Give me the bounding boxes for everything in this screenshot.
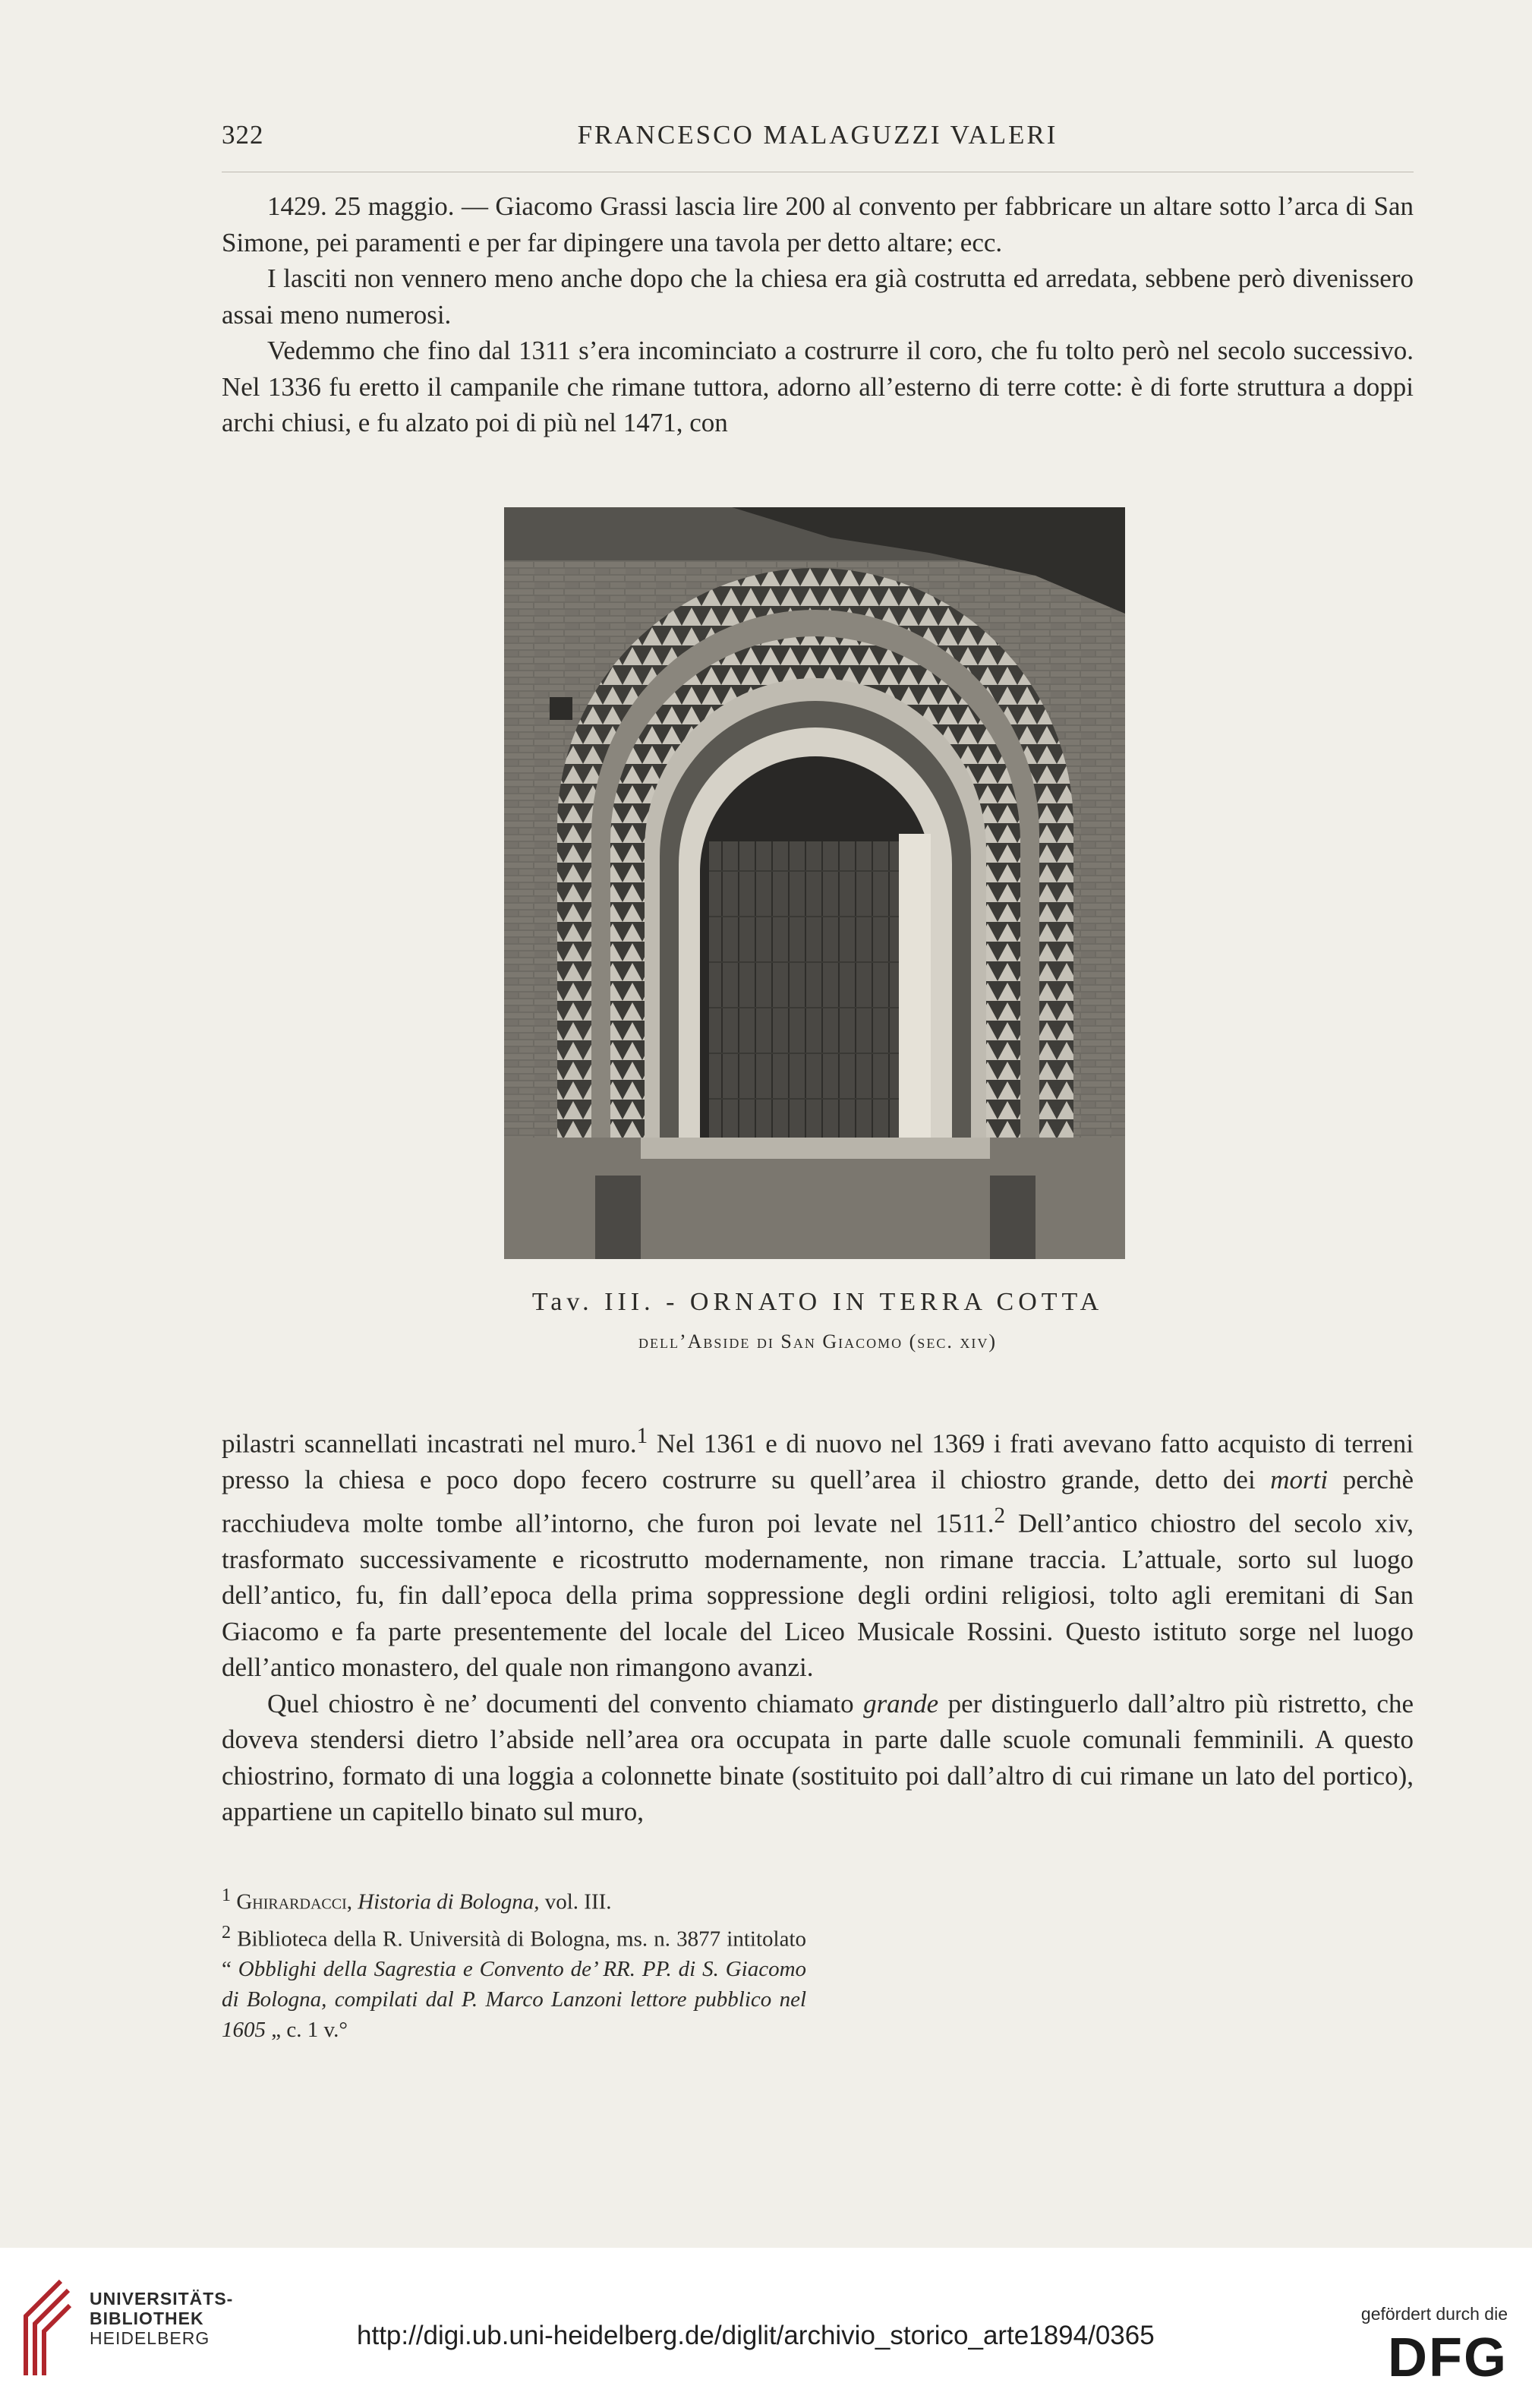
plate-photograph: [504, 507, 1125, 1259]
paragraph: [222, 1419, 1414, 1686]
body-text-bottom: [222, 1419, 1414, 1830]
terracotta-arch-window-image: [504, 507, 1125, 1259]
paragraph: 1429. 25 maggio. — Giacomo Grassi lascia lire 200 al convento per fabbricare un altare sotto l’arca di San Simone, pei paramenti e per far dipingere una tavola per detto altare; ecc.: [222, 191, 1414, 257]
footnote-ref[interactable]: 2: [994, 1503, 1006, 1528]
emphasis: grande: [863, 1688, 939, 1718]
library-name-line: HEIDELBERG: [90, 2328, 210, 2348]
footnote-title: Historia di Bologna,: [358, 1889, 540, 1914]
footnote-number: 1: [222, 1885, 232, 1905]
footnote-ref[interactable]: 1: [636, 1424, 648, 1448]
paragraph: Vedemmo che fino dal 1311 s’era incominciato a costrurre il coro, che fu tolto però nel secolo successivo. Nel 1336 fu eretto il campanile che rimane tuttora, adorno all’esterno di terre cotte: è di forte struttura a doppi archi chiusi, e fu alzato poi di più nel 1471, con: [222, 336, 1414, 437]
footnote-title: Obblighi della Sagrestia e Convento de’ RR. PP. di S. Giacomo di Bologna, compilati dal P. Marco Lanzoni lettore pubblico nel 1605: [222, 1957, 807, 2043]
dfg-logo: DFG: [1388, 2328, 1508, 2388]
body-text-top: [222, 188, 1414, 441]
figure-caption-title: Tav. III. - ORNATO IN TERRA COTTA: [531, 1288, 1104, 1316]
paragraph: I lasciti non vennero meno anche dopo che la chiesa era già costrutta ed arredata, sebbene però divenissero assai meno numerosi.: [222, 264, 1414, 330]
library-name-line: BIBLIOTHEK: [90, 2309, 204, 2328]
permalink-url[interactable]: http://digi.ub.uni-heidelberg.de/diglit/archivio_storico_arte1894/0365: [357, 2321, 1155, 2350]
digitization-footer: [0, 2248, 1532, 2408]
library-name-line: UNIVERSITÄTS-: [90, 2289, 234, 2309]
emphasis: morti: [1270, 1465, 1329, 1495]
footnote-2: [222, 1917, 806, 2046]
paragraph: [222, 1686, 1414, 1830]
text-run: Nel 1361 e di nuovo nel 1369 i frati avevano fatto acquisto di terreni presso la chiesa e poco dopo fecero costrurre su quell’area il chiostro grande, detto dei: [222, 1428, 1414, 1495]
figure-caption-subtitle: dell’Abside di San Giacomo (sec. xiv): [638, 1330, 997, 1352]
footnote-author: Ghirardacci,: [236, 1889, 352, 1914]
footnotes-left-column: [222, 1880, 806, 2045]
footnote-text: vol. III.: [544, 1889, 612, 1914]
footnote-number: 2: [222, 1921, 232, 1942]
page-header: [222, 120, 1414, 166]
university-library-logo-icon: [15, 2275, 72, 2381]
footnote-1: [222, 1880, 806, 1917]
page-number: 322: [222, 120, 264, 150]
text-run: perchè racchiudeva molte tombe all’intorno, che furon poi levate nel 1511.: [222, 1465, 1414, 1539]
text-run: per distinguerlo dall’altro più ristretto, che doveva stendersi dietro l’abside nell’area ora occupata in parte dalle scuole comunali femminili. A questo chiostrino, formato di una loggia a colonnette binate (sostituito poi dall’altro di cui rimane un lato del portico), appartiene un capitello binato sul muro,: [222, 1688, 1414, 1827]
footnote-text: Biblioteca della R. Università di Bologna, ms. n. 3877 intitolato “: [222, 1927, 807, 1982]
footnote-text: „ c. 1 v.°: [271, 2018, 348, 2043]
text-run: Quel chiostro è ne’ documenti del convento chiamato: [267, 1688, 864, 1718]
text-run: Dell’antico chiostro del secolo xiv, trasformato successivamente e ricostrutto modernamente, non rimane traccia. L’attuale, sorto sul luogo dell’antico, fu, fin dall’epoca della prima soppressione degli ordini religiosi, tolto agli eremitani di San Giacomo e fa parte presentemente del locale del Liceo Musicale Rossini. Questo istituto sorge nel luogo dell’antico monastero, del quale non rimangono avanzi.: [222, 1508, 1414, 1683]
text-run: pilastri scannellati incastrati nel muro.: [222, 1428, 637, 1459]
funding-label: gefördert durch die: [1360, 2304, 1508, 2324]
running-title: FRANCESCO MALAGUZZI VALERI: [577, 120, 1058, 150]
library-name: [90, 2289, 233, 2348]
